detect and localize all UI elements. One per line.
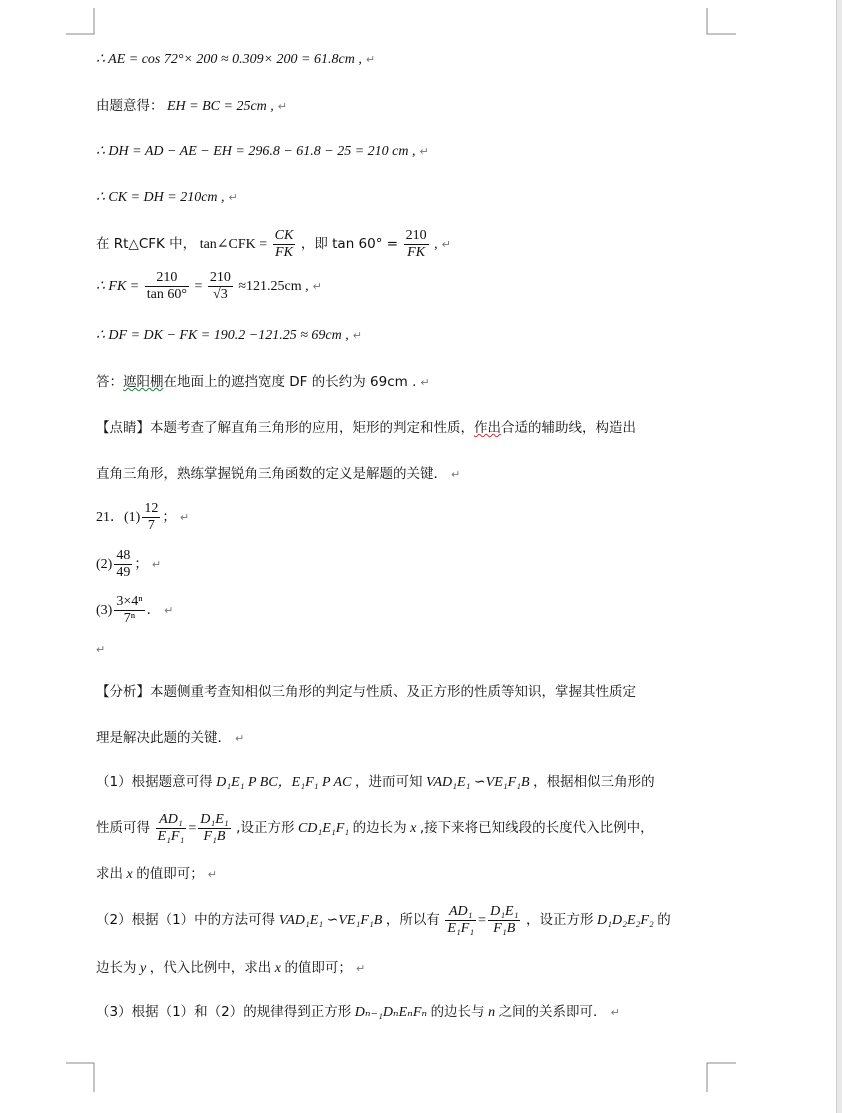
numerator: 210	[209, 270, 231, 286]
analysis-text: 的边长为	[352, 820, 407, 836]
comma: ,	[434, 237, 438, 252]
solution-line-dh	[96, 142, 429, 162]
denominator: F₁B	[203, 829, 226, 845]
q21-label: 21．(1)	[96, 510, 141, 525]
eq-ae: ∴ AE = cos 72°× 200 ≈ 0.309× 200 = 61.8cm ,	[96, 52, 362, 67]
fraction-12-7	[142, 501, 160, 534]
analysis-text: 的值即可；	[136, 866, 204, 882]
comment-text-b: 作出	[474, 420, 501, 436]
comment-text: 直角三角形，熟练掌握锐角三角函数的定义是解题的关键．	[96, 466, 447, 482]
analysis-line-7	[96, 958, 365, 979]
crop-mark-bottom-left	[66, 1062, 96, 1092]
paragraph-mark: ↵	[610, 1006, 620, 1019]
paragraph-mark: ↵	[151, 558, 162, 571]
analysis-text: ，进而可知	[354, 774, 423, 790]
fraction-48-49	[114, 548, 132, 581]
analysis-text: ,设正方形	[236, 820, 295, 836]
analysis-line-3	[96, 772, 655, 793]
numerator: 210	[405, 228, 427, 244]
var-n: n	[488, 1005, 496, 1020]
comment-text-c: 合适的辅助线，构造出	[501, 420, 636, 436]
analysis-text: 理是解决此题的关键．	[96, 730, 231, 746]
paragraph-mark: ↵	[179, 511, 190, 524]
eq-ck: ∴ CK = DH = 210cm ,	[96, 190, 225, 205]
var-y: y	[140, 961, 147, 976]
eq-square: CD₁E₁F₁	[297, 821, 350, 836]
answer-awning: 遮阳棚	[123, 374, 164, 390]
eq-square-n: Dₙ₋₁DₙEₙFₙ	[354, 1005, 428, 1020]
denominator: 7	[147, 518, 155, 534]
fraction-d1e1-f1b	[488, 904, 520, 937]
fraction-ad1-e1f1	[445, 904, 476, 937]
semicolon: ；	[162, 509, 176, 525]
denominator: FK	[275, 245, 293, 261]
analysis-line-8	[96, 1002, 620, 1023]
text-namely: ，即 tan 60° =	[300, 236, 399, 252]
period: ．	[146, 602, 161, 618]
fraction-210-sqrt3	[208, 270, 233, 303]
crop-mark-top-right	[706, 8, 736, 36]
paragraph-mark: ↵	[235, 732, 245, 745]
fraction-3x4n-7n	[114, 594, 144, 627]
answer-label: 答：	[96, 374, 123, 390]
analysis-line-6: （2）根据（1）中的方法可得 VAD₁E₁ ∽VE₁F₁B ，所以有 $\frac{\text{AD₁}}{\text{E₁F₁}}$ = $\frac{\text{D₁E₁}}{\text{F₁B}}$ ，设正方形 D₁D₂E₂F₂ 的	[96, 904, 671, 937]
numerator: 12	[144, 501, 159, 517]
q21-part3	[96, 590, 173, 631]
comment-line-2	[96, 464, 460, 485]
eq-similar: VAD₁E₁ ∽VE₁F₁B	[425, 775, 530, 790]
denominator: FK	[407, 245, 426, 261]
denominator: 7ⁿ	[123, 611, 136, 627]
denominator: E₁F₁	[447, 921, 475, 937]
paragraph-mark: ↵	[352, 329, 362, 342]
fraction-210-tan60	[145, 270, 189, 303]
paragraph-mark: ↵	[164, 604, 174, 617]
solution-line-eh	[96, 96, 287, 117]
part-label: (3)	[96, 603, 113, 618]
denominator: √3	[213, 287, 228, 303]
q21-part2	[96, 544, 161, 585]
paragraph-mark: ↵	[441, 238, 451, 251]
analysis-text: 边长为	[96, 960, 137, 976]
eq-dh: ∴ DH = AD − AE − EH = 296.8 − 61.8 − 25 = 210 cm ,	[96, 144, 416, 159]
analysis-text: 的边长与	[430, 1004, 485, 1020]
paragraph-mark: ↵	[207, 868, 217, 881]
comment-line-1	[96, 418, 636, 438]
analysis-line-4: 性质可得 $\frac{\text{AD₁}}{\text{E₁F₁}}$ = $\frac{\text{D₁E₁}}{\text{F₁B}}$ ,设正方形 CD₁E₁F₁ 的边长为 x ,接下来将已知线段的长度代入比例中，	[96, 812, 654, 845]
eq-square: D₁D₂E₂F₂	[596, 913, 654, 928]
crop-mark-top-left	[66, 8, 96, 36]
empty-line	[96, 640, 105, 660]
analysis-text: ，根据相似三角形的	[533, 774, 655, 790]
paragraph-mark: ↵	[277, 100, 287, 113]
paragraph-mark: ↵	[451, 468, 461, 481]
analysis-text: 性质可得	[96, 820, 150, 836]
numerator: CK	[274, 228, 294, 244]
analysis-text: 【分析】本题侧重考查知相似三角形的判定与性质、及正方形的性质等知识，掌握其性质定	[96, 684, 636, 700]
solution-line-fk	[96, 268, 322, 306]
denominator: tan 60°	[146, 287, 187, 303]
eq-tan-cfk: tan∠CFK =	[199, 237, 268, 252]
denominator: F₁B	[493, 921, 516, 937]
analysis-text: ，所以有	[385, 912, 440, 928]
fraction-d1e1-f1b	[198, 812, 230, 845]
var-x: x	[126, 867, 133, 882]
numerator: D₁E₁	[200, 812, 229, 828]
comment-text-a: 【点睛】本题考查了解直角三角形的应用，矩形的判定和性质，	[96, 420, 474, 436]
analysis-text: （2）根据（1）中的方法可得	[96, 912, 276, 928]
text-in-triangle: 在 Rt△CFK 中，	[96, 236, 197, 252]
fraction-ad1-e1f1	[156, 812, 187, 845]
fraction-ck-fk	[273, 228, 296, 261]
var-x: x	[410, 821, 417, 836]
denominator: E₁F₁	[157, 829, 185, 845]
paragraph-mark: ↵	[96, 643, 106, 656]
eq-eh: EH = BC = 25cm ,	[167, 99, 274, 114]
paragraph-mark: ↵	[419, 145, 429, 158]
solution-line-tan	[96, 225, 451, 264]
fraction-210-fk	[404, 228, 429, 261]
var-x: x	[274, 961, 281, 976]
eq-fk-result: ≈121.25cm ,	[238, 279, 309, 294]
semicolon: ；	[134, 556, 148, 572]
numerator: AD₁	[156, 812, 187, 829]
eq-parallel: D₁E₁ P BC，E₁F₁ P AC	[216, 775, 352, 790]
analysis-text: ，设正方形	[525, 912, 594, 928]
paragraph-mark: ↵	[228, 191, 238, 204]
analysis-text: 的值即可；	[284, 960, 352, 976]
eq-similar: VAD₁E₁ ∽VE₁F₁B	[278, 913, 383, 928]
text-given: 由题意得：	[96, 98, 164, 114]
analysis-line-1	[96, 682, 636, 702]
part-label: (2)	[96, 557, 113, 572]
analysis-text: 的	[657, 912, 671, 928]
solution-line-ck	[96, 188, 238, 208]
equals: =	[194, 279, 203, 294]
solution-line-df	[96, 326, 362, 346]
paragraph-mark: ↵	[420, 376, 430, 389]
analysis-text: ,接下来将已知线段的长度代入比例中，	[419, 820, 654, 836]
page-edge-scrollbar	[836, 0, 842, 1113]
analysis-text: ，代入比例中，求出	[149, 960, 272, 976]
analysis-line-5	[96, 864, 217, 885]
analysis-line-2	[96, 728, 244, 749]
numerator: 3×4ⁿ	[116, 594, 143, 610]
denominator: 49	[116, 565, 131, 581]
q21-part1	[96, 497, 189, 538]
eq-fk: ∴ FK =	[96, 279, 140, 294]
numerator: 210	[145, 270, 189, 287]
numerator: 48	[116, 548, 131, 564]
eq-df: ∴ DF = DK − FK = 190.2 −121.25 ≈ 69cm ,	[96, 328, 349, 343]
analysis-text: （1）根据题意可得	[96, 774, 213, 790]
analysis-text: 之间的关系即可．	[498, 1004, 607, 1020]
paragraph-mark: ↵	[312, 280, 322, 293]
solution-line-ae	[96, 50, 375, 70]
crop-mark-bottom-right	[706, 1062, 736, 1092]
analysis-text: （3）根据（1）和（2）的规律得到正方形	[96, 1004, 352, 1020]
numerator: D₁E₁	[490, 904, 519, 920]
paragraph-mark: ↵	[365, 53, 376, 66]
answer-line	[96, 372, 430, 393]
answer-text: 在地面上的遮挡宽度 DF 的长约为 69cm .	[163, 374, 417, 390]
analysis-text: 求出	[96, 866, 123, 882]
paragraph-mark: ↵	[355, 962, 366, 975]
numerator: AD₁	[445, 904, 476, 921]
